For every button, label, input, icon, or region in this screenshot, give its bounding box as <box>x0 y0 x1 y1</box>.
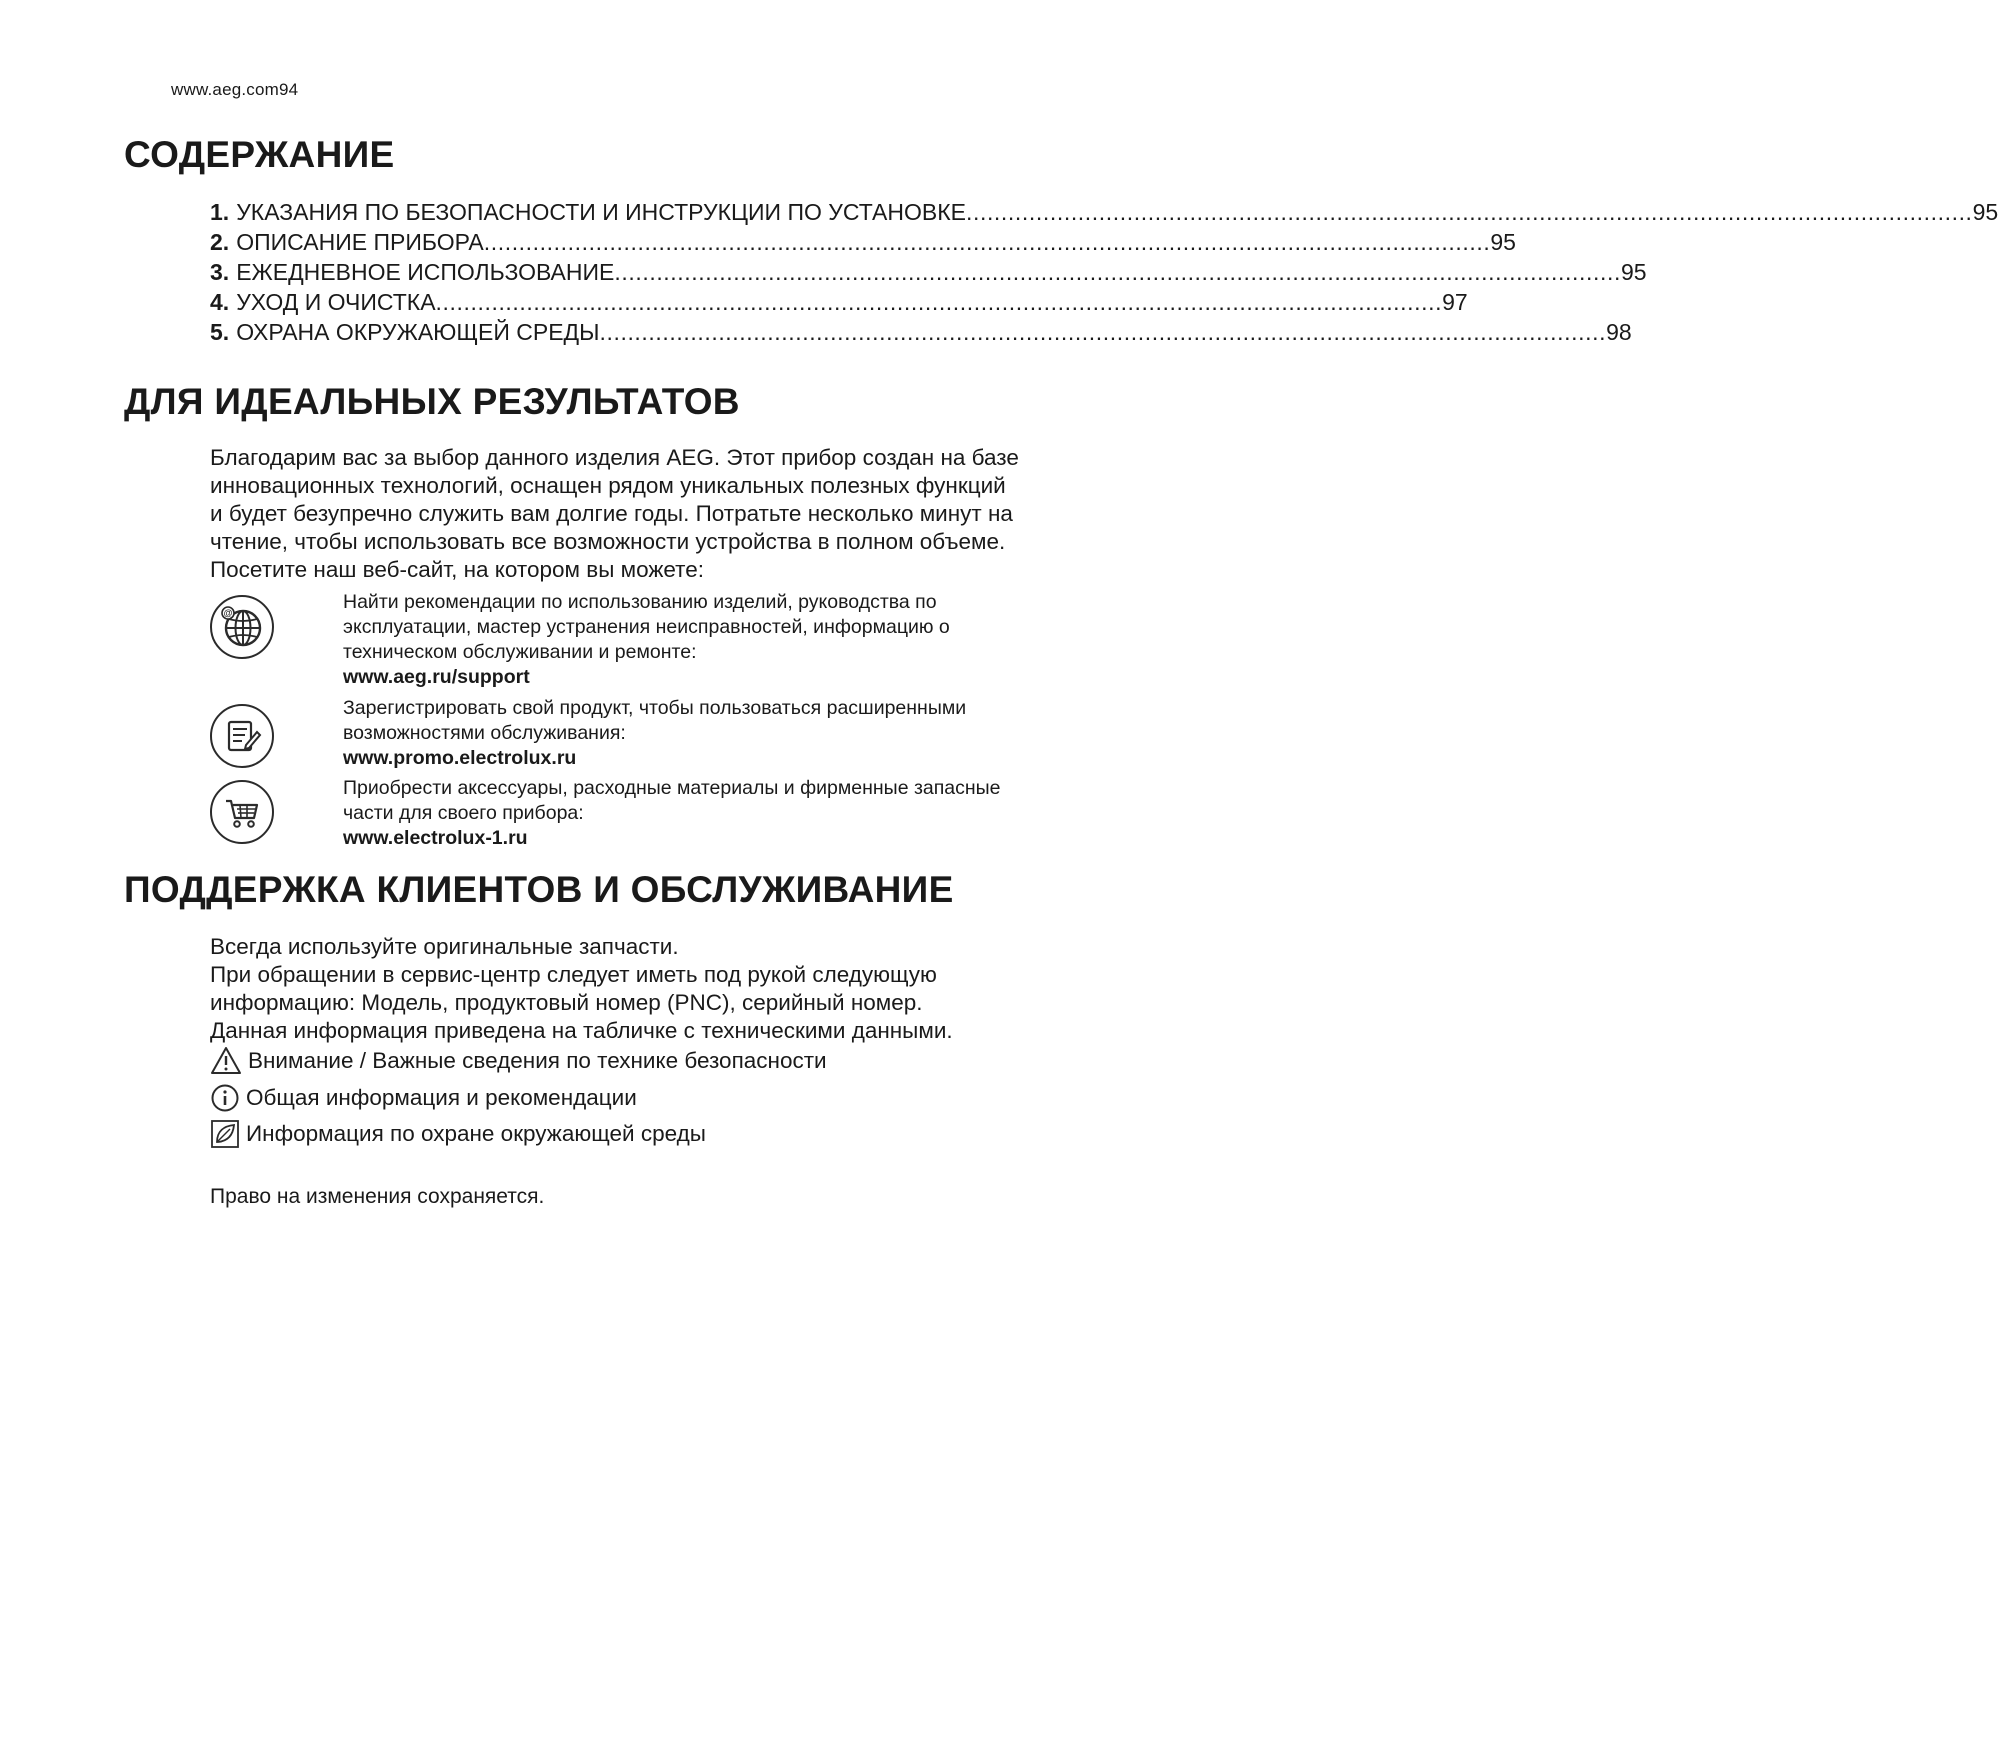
legend-text: Информация по охране окружающей среды <box>246 1121 706 1146</box>
leaf-icon <box>210 1119 240 1149</box>
toc-dot-leader: ................................................................................................................................................ <box>483 229 1491 255</box>
toc-dot-leader: ................................................................................................................................................ <box>614 259 1621 285</box>
resource-line: техническом обслуживании и ремонте: <box>343 641 697 663</box>
toc-item-number: 2. <box>210 229 230 255</box>
toc-item-number: 1. <box>210 199 230 225</box>
resource-text <box>343 696 1123 771</box>
toc-item-label: ОХРАНА ОКРУЖАЮЩЕЙ СРЕДЫ <box>236 319 600 345</box>
toc-item[interactable] <box>210 257 1647 287</box>
support-line: информацию: Модель, продуктовый номер (PNC), серийный номер. <box>210 990 923 1015</box>
resource-line: Найти рекомендации по использованию изделий, руководства по <box>343 591 937 613</box>
toc-item-number: 5. <box>210 319 230 345</box>
toc-item-number: 4. <box>210 289 230 315</box>
legend-item-environment <box>210 1119 1110 1149</box>
toc-item[interactable] <box>210 287 1468 317</box>
legend-item-warning <box>210 1046 1110 1076</box>
svg-text:@: @ <box>223 608 233 618</box>
resource-line: Зарегистрировать свой продукт, чтобы пользоваться расширенными <box>343 697 967 719</box>
toc-title: СОДЕРЖАНИЕ <box>124 134 395 175</box>
support-paragraph <box>210 933 1130 1045</box>
register-icon <box>210 704 274 768</box>
results-title: ДЛЯ ИДЕАЛЬНЫХ РЕЗУЛЬТАТОВ <box>124 381 740 422</box>
shop-link[interactable]: www.electrolux-1.ru <box>343 827 528 849</box>
toc-item-page: 95 <box>1620 259 1647 285</box>
support-line: При обращении в сервис-центр следует иметь под рукой следующую <box>210 962 937 987</box>
toc-item-page: 97 <box>1442 289 1468 315</box>
resource-line: Приобрести аксессуары, расходные материалы и фирменные запасные <box>343 777 1001 799</box>
footnote: Право на изменения сохраняется. <box>210 1185 545 1208</box>
legend-text: Общая информация и рекомендации <box>246 1085 637 1110</box>
intro-line: и будет безупречно служить вам долгие годы. Потратьте несколько минут на <box>210 501 1013 526</box>
support-line: Всегда используйте оригинальные запчасти. <box>210 934 679 959</box>
page-header: www.aeg.com94 <box>171 80 299 99</box>
intro-line: Благодарим вас за выбор данного изделия AEG. Этот прибор создан на базе <box>210 445 1019 470</box>
toc-item[interactable] <box>210 197 1998 227</box>
intro-line: инновационных технологий, оснащен рядом уникальных полезных функций <box>210 473 1006 498</box>
toc-item-page: 98 <box>1606 319 1632 345</box>
legend-item-info <box>210 1083 1110 1113</box>
globe-icon <box>210 595 274 659</box>
resource-text <box>343 776 1123 851</box>
intro-line: чтение, чтобы использовать все возможности устройства в полном объеме. <box>210 529 1006 554</box>
toc-item-number: 3. <box>210 259 230 285</box>
toc-item-label: ОПИСАНИЕ ПРИБОРА <box>236 229 484 255</box>
resource-line: эксплуатации, мастер устранения неисправностей, информацию о <box>343 616 950 638</box>
cart-icon <box>210 780 274 844</box>
toc-item-label: УКАЗАНИЯ ПО БЕЗОПАСНОСТИ И ИНСТРУКЦИИ ПО УСТАНОВКЕ <box>236 199 966 225</box>
toc-item-page: 95 <box>1490 229 1516 255</box>
support-title: ПОДДЕРЖКА КЛИЕНТОВ И ОБСЛУЖИВАНИЕ <box>124 869 954 910</box>
intro-line: Посетите наш веб-сайт, на котором вы можете: <box>210 557 704 582</box>
resource-line: части для своего прибора: <box>343 802 584 824</box>
support-line: Данная информация приведена на табличке с техническими данными. <box>210 1018 953 1043</box>
intro-paragraph <box>210 444 1130 584</box>
toc-item-label: ЕЖЕДНЕВНОЕ ИСПОЛЬЗОВАНИЕ <box>236 259 615 285</box>
legend-text: Внимание / Важные сведения по технике безопасности <box>248 1048 827 1073</box>
warning-icon <box>210 1046 242 1076</box>
resource-line: возможностями обслуживания: <box>343 722 626 744</box>
info-icon <box>210 1083 240 1113</box>
register-link[interactable]: www.promo.electrolux.ru <box>343 747 577 769</box>
toc-dot-leader: ................................................................................................................................................ <box>435 289 1443 315</box>
toc-dot-leader: ................................................................................................................................................ <box>599 319 1607 345</box>
toc-item-page: 95 <box>1972 199 1998 225</box>
table-of-contents <box>210 197 1998 347</box>
toc-item[interactable] <box>210 227 1516 257</box>
toc-item[interactable] <box>210 317 1632 347</box>
support-link[interactable]: www.aeg.ru/support <box>343 666 530 688</box>
toc-dot-leader: ................................................................................................................................................ <box>965 199 1973 225</box>
toc-item-label: УХОД И ОЧИСТКА <box>236 289 436 315</box>
resource-text <box>343 590 1123 690</box>
